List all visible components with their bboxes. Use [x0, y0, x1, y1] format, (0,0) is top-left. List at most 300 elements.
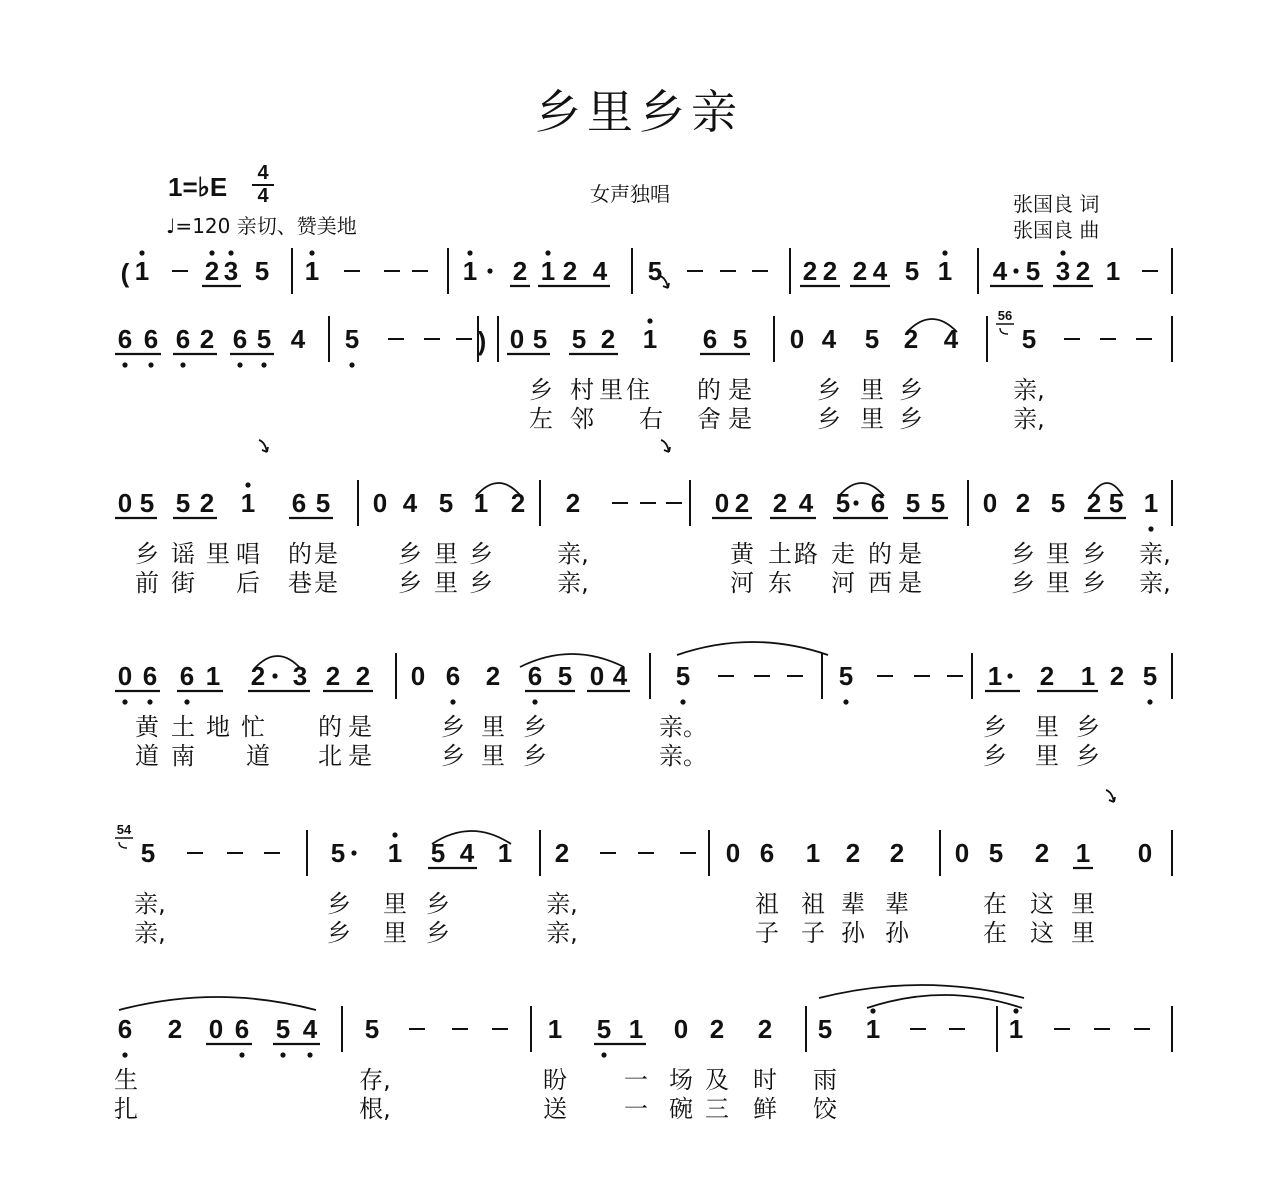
note-line3: 5	[930, 488, 946, 518]
lyric-verse1: 亲。	[659, 713, 707, 741]
lyric-verse1: 存,	[359, 1066, 391, 1094]
note-line1: 1	[540, 256, 556, 286]
lyric-verse2: 里	[481, 742, 505, 770]
low-octave-dot	[843, 699, 848, 704]
low-octave-dot	[450, 699, 455, 704]
low-octave-dot	[122, 1052, 127, 1057]
note-line5: 5	[140, 838, 156, 868]
lyric-verse1: 亲,	[1139, 540, 1171, 568]
high-octave-dot	[467, 250, 472, 255]
note-line3: 5	[438, 488, 454, 518]
note-line6: 5	[596, 1014, 612, 1044]
lyric-verse2: 里	[1071, 919, 1095, 947]
note-line5: 0	[954, 838, 970, 868]
lyric-verse1: 乡	[1082, 540, 1106, 568]
note-line3: 5	[1108, 488, 1124, 518]
lyric-verse2: 是	[314, 569, 338, 597]
note-line5: 1	[1075, 838, 1091, 868]
low-octave-dot	[1147, 699, 1152, 704]
note-line2: 6	[232, 324, 248, 354]
note-line1: 2	[1075, 256, 1091, 286]
lyric-verse2: 鲜	[753, 1095, 777, 1123]
grace-notes: 56	[997, 308, 1013, 323]
lyric-verse2: 南	[171, 742, 195, 770]
lyric-verse1: 黄	[135, 713, 159, 741]
note-line1: 2	[802, 256, 818, 286]
note-line5: 5	[430, 838, 446, 868]
slur-line6	[867, 995, 1022, 1008]
note-line6: 1	[865, 1014, 881, 1044]
note-line1: 1	[134, 256, 150, 286]
lyric-verse1: 乡	[441, 713, 465, 741]
note-line5: 1	[805, 838, 821, 868]
note-line4: 0	[410, 661, 426, 691]
note-line5: 0	[1137, 838, 1153, 868]
note-line2: 5	[864, 324, 880, 354]
note-line6: 5	[364, 1014, 380, 1044]
lyric-verse1: 里	[1035, 713, 1059, 741]
lyric-verse2: 亲,	[134, 919, 166, 947]
lyric-verse1: 里	[481, 713, 505, 741]
lyric-verse1: 时	[753, 1066, 777, 1094]
lyric-verse1: 在	[983, 890, 1007, 918]
lyric-verse1: 里	[206, 540, 230, 568]
note-line4: 0	[117, 661, 133, 691]
lyric-verse2: 一	[624, 1095, 648, 1123]
note-line6: 5	[275, 1014, 291, 1044]
lyric-verse1: 路	[794, 540, 818, 568]
note-line4: 3	[292, 661, 308, 691]
note-line2: 6	[143, 324, 159, 354]
lyric-verse2: 巷	[288, 569, 312, 597]
low-octave-dot	[601, 1052, 606, 1057]
note-line1: 1	[937, 256, 953, 286]
lyric-verse1: 乡	[817, 376, 841, 404]
lyric-verse1: 是	[348, 713, 372, 741]
note-line3: 6	[870, 488, 886, 518]
dot-line1	[1013, 268, 1018, 273]
dot-line5	[351, 850, 356, 855]
lyric-verse1: 亲,	[1013, 376, 1045, 404]
meter-denominator: 4	[257, 185, 269, 207]
note-line3: 5	[835, 488, 851, 518]
lyric-verse2: 里	[1035, 742, 1059, 770]
lyric-verse2: 乡	[523, 742, 547, 770]
lyric-verse1: 盼	[543, 1066, 567, 1094]
note-line1: 5	[254, 256, 270, 286]
lyric-verse2: 道	[135, 742, 159, 770]
note-line5: 5	[330, 838, 346, 868]
lyric-verse1: 土	[171, 713, 195, 741]
lyric-verse2: 亲,	[557, 569, 589, 597]
note-line6: 2	[757, 1014, 773, 1044]
lyric-verse1: 乡	[529, 376, 553, 404]
note-line5: 6	[759, 838, 775, 868]
note-line2: 4	[290, 324, 306, 354]
lyric-verse2: 右	[639, 405, 663, 433]
note-line3: 1	[1143, 488, 1159, 518]
low-octave-dot	[307, 1052, 312, 1057]
glide-arrow	[661, 440, 670, 452]
note-line6: 0	[673, 1014, 689, 1044]
lyric-verse1: 乡	[1011, 540, 1035, 568]
lyric-verse2: 乡	[327, 919, 351, 947]
note-line2: 5	[256, 324, 272, 354]
bracket-line1: (	[120, 258, 130, 288]
high-octave-dot	[942, 250, 947, 255]
note-line4: 1	[205, 661, 221, 691]
lyric-verse2: 里	[860, 405, 884, 433]
lyric-verse1: 忙	[241, 713, 265, 741]
lyric-verse1: 乡	[327, 890, 351, 918]
note-line4: 1	[987, 661, 1003, 691]
lyric-verse1: 及	[705, 1066, 729, 1094]
note-line6: 1	[628, 1014, 644, 1044]
lyric-verse1: 的	[697, 376, 721, 404]
lyric-verse1: 场	[669, 1066, 693, 1094]
note-line2: 5	[732, 324, 748, 354]
note-line1: 2	[562, 256, 578, 286]
lyric-verse1: 走	[831, 540, 855, 568]
note-line2: 5	[1021, 324, 1037, 354]
lyric-verse1: 乡	[523, 713, 547, 741]
note-line2: 0	[789, 324, 805, 354]
lyric-verse1: 乡	[899, 376, 923, 404]
lyric-verse2: 子	[755, 919, 779, 947]
lyric-verse2: 亲。	[659, 742, 707, 770]
lyric-verse1: 是	[728, 376, 752, 404]
note-line4: 6	[142, 661, 158, 691]
lyric-verse2: 子	[801, 919, 825, 947]
note-line6: 2	[709, 1014, 725, 1044]
bracket-line2: )	[477, 326, 487, 356]
note-line1: 4	[872, 256, 888, 286]
note-line3: 4	[798, 488, 814, 518]
note-line1: 5	[647, 256, 663, 286]
lyric-verse1: 黄	[730, 540, 754, 568]
note-line4: 5	[1142, 661, 1158, 691]
lyric-verse1: 地	[206, 713, 230, 741]
slur-line6	[119, 997, 316, 1010]
lyric-verse2: 亲,	[1013, 405, 1045, 433]
lyric-verse2: 是	[728, 405, 752, 433]
note-line4: 5	[557, 661, 573, 691]
note-line6: 1	[1008, 1014, 1024, 1044]
grace-notes: 54	[116, 822, 132, 837]
note-line4: 0	[589, 661, 605, 691]
note-line5: 4	[459, 838, 475, 868]
low-octave-dot	[261, 362, 266, 367]
note-line1: 2	[512, 256, 528, 286]
high-octave-dot	[245, 482, 250, 487]
meter-numerator: 4	[257, 162, 269, 184]
note-line3: 4	[402, 488, 418, 518]
lyric-verse2: 三	[705, 1095, 729, 1123]
composer-credit: 张国良 曲	[1013, 218, 1100, 242]
note-line4: 2	[485, 661, 501, 691]
note-line3: 2	[510, 488, 526, 518]
lyric-verse1: 里	[383, 890, 407, 918]
high-octave-dot	[309, 250, 314, 255]
lyric-verse1: 祖	[801, 890, 825, 918]
note-line6: 6	[117, 1014, 133, 1044]
lyric-verse2: 碗	[669, 1095, 693, 1123]
glide-arrow	[1106, 790, 1115, 802]
note-line2: 5	[344, 324, 360, 354]
note-line2: 0	[509, 324, 525, 354]
note-line5: 2	[554, 838, 570, 868]
note-line3: 2	[772, 488, 788, 518]
lyric-verse2: 后	[236, 569, 260, 597]
note-line1: 1	[462, 256, 478, 286]
lyric-verse1: 一	[624, 1066, 648, 1094]
note-line4: 2	[1109, 661, 1125, 691]
lyric-verse1: 里	[1071, 890, 1095, 918]
lyric-verse2: 乡	[1082, 569, 1106, 597]
note-line2: 2	[903, 324, 919, 354]
note-line1: 2	[822, 256, 838, 286]
lyric-verse1: 是	[314, 540, 338, 568]
note-line2: 6	[175, 324, 191, 354]
high-octave-dot	[1060, 250, 1065, 255]
note-line6: 0	[208, 1014, 224, 1044]
note-line1: 5	[1025, 256, 1041, 286]
note-line5: 5	[988, 838, 1004, 868]
lyric-verse1: 里	[1046, 540, 1070, 568]
lyric-verse2: 舍	[697, 405, 721, 433]
lyric-verse1: 亲,	[134, 890, 166, 918]
note-line4: 2	[250, 661, 266, 691]
note-line3: 5	[905, 488, 921, 518]
lyric-verse2: 乡	[817, 405, 841, 433]
lyric-verse1: 辈	[841, 890, 865, 918]
high-octave-dot	[139, 250, 144, 255]
lyric-verse2: 在	[983, 919, 1007, 947]
note-line3: 0	[982, 488, 998, 518]
lyric-verse2: 乡	[1076, 742, 1100, 770]
note-line2: 1	[642, 324, 658, 354]
lyric-verse2: 河	[730, 569, 754, 597]
note-line2: 6	[702, 324, 718, 354]
note-line5: 1	[387, 838, 403, 868]
lyric-verse1: 雨	[813, 1066, 837, 1094]
note-line6: 2	[167, 1014, 183, 1044]
note-line3: 5	[175, 488, 191, 518]
lyric-verse2: 前	[135, 569, 159, 597]
tempo-marking: ♩=120 亲切、赞美地	[166, 214, 357, 238]
note-line1: 3	[223, 256, 239, 286]
lyric-verse1: 是	[898, 540, 922, 568]
lyric-verse2: 河	[831, 569, 855, 597]
lyric-verse1: 村	[570, 376, 594, 404]
high-octave-dot	[870, 1008, 875, 1013]
note-line3: 0	[372, 488, 388, 518]
note-line1: 2	[852, 256, 868, 286]
note-line2: 4	[821, 324, 837, 354]
note-line4: 2	[355, 661, 371, 691]
slur-line4	[677, 642, 828, 655]
performance-note: 女声独唱	[590, 182, 670, 206]
note-line4: 6	[527, 661, 543, 691]
note-line3: 5	[315, 488, 331, 518]
lyric-verse1: 谣	[171, 540, 195, 568]
note-line4: 2	[1039, 661, 1055, 691]
high-octave-dot	[647, 318, 652, 323]
lyric-verse2: 乡	[426, 919, 450, 947]
note-line6: 5	[817, 1014, 833, 1044]
lyric-verse2: 是	[898, 569, 922, 597]
note-line5: 2	[1034, 838, 1050, 868]
lyric-verse1: 辈	[885, 890, 909, 918]
lyric-verse2: 扎	[114, 1095, 138, 1123]
note-line3: 2	[734, 488, 750, 518]
lyric-verse2: 是	[348, 742, 372, 770]
low-octave-dot	[237, 362, 242, 367]
low-octave-dot	[122, 699, 127, 704]
note-line3: 2	[199, 488, 215, 518]
note-line5: 2	[845, 838, 861, 868]
note-line3: 2	[1015, 488, 1031, 518]
note-line4: 1	[1080, 661, 1096, 691]
grace-slur	[119, 842, 127, 848]
note-line1: 5	[904, 256, 920, 286]
note-line4: 6	[445, 661, 461, 691]
lyric-verse2: 左	[529, 405, 553, 433]
note-line3: 6	[291, 488, 307, 518]
low-octave-dot	[148, 362, 153, 367]
low-octave-dot	[239, 1052, 244, 1057]
note-line2: 2	[600, 324, 616, 354]
lyric-verse2: 根,	[359, 1095, 391, 1123]
note-line1: 4	[992, 256, 1008, 286]
low-octave-dot	[1148, 526, 1153, 531]
lyric-verse1: 祖	[755, 890, 779, 918]
lyric-verse1: 乡	[426, 890, 450, 918]
lyric-verse1: 乡	[983, 713, 1007, 741]
lyric-verse1: 的	[318, 713, 342, 741]
note-line1: 1	[304, 256, 320, 286]
lyric-verse1: 乡	[469, 540, 493, 568]
lyric-verse2: 道	[246, 742, 270, 770]
dot-line4	[1007, 673, 1012, 678]
note-line5: 2	[889, 838, 905, 868]
high-octave-dot	[209, 250, 214, 255]
lyric-verse2: 乡	[1011, 569, 1035, 597]
lyric-verse1: 乡	[1076, 713, 1100, 741]
low-octave-dot	[680, 699, 685, 704]
lyric-verse1: 乡	[135, 540, 159, 568]
dot-line4	[272, 673, 277, 678]
note-line6: 4	[302, 1014, 318, 1044]
lyric-verse1: 的	[288, 540, 312, 568]
dot-line1	[487, 268, 492, 273]
note-line4: 5	[838, 661, 854, 691]
low-octave-dot	[532, 699, 537, 704]
note-line5: 0	[725, 838, 741, 868]
note-line5: 1	[497, 838, 513, 868]
lyric-verse1: 乡	[398, 540, 422, 568]
note-line3: 0	[714, 488, 730, 518]
note-line1: 1	[1105, 256, 1121, 286]
lyric-verse2: 街	[171, 569, 195, 597]
lyricist-credit: 张国良 词	[1013, 192, 1100, 216]
note-line2: 6	[117, 324, 133, 354]
note-line1: 3	[1055, 256, 1071, 286]
low-octave-dot	[147, 699, 152, 704]
low-octave-dot	[349, 362, 354, 367]
note-line1: 4	[592, 256, 608, 286]
lyric-verse2: 东	[768, 569, 792, 597]
key-signature: 1=♭E	[168, 172, 228, 202]
lyric-verse2: 这	[1030, 919, 1054, 947]
high-octave-dot	[545, 250, 550, 255]
lyric-verse1: 唱	[236, 540, 260, 568]
lyric-verse2: 乡	[983, 742, 1007, 770]
high-octave-dot	[1013, 1008, 1018, 1013]
glide-arrow	[259, 440, 268, 452]
lyric-verse1: 里	[860, 376, 884, 404]
note-line4: 6	[179, 661, 195, 691]
lyric-verse2: 亲,	[546, 919, 578, 947]
lyric-verse1: 里	[599, 376, 623, 404]
note-line3: 0	[117, 488, 133, 518]
lyric-verse2: 送	[543, 1095, 567, 1123]
note-line4: 2	[325, 661, 341, 691]
note-line3: 2	[565, 488, 581, 518]
lyric-verse1: 住	[626, 376, 650, 404]
lyric-verse2: 饺	[813, 1095, 837, 1123]
note-line4: 4	[612, 661, 628, 691]
lyric-verse2: 邻	[570, 405, 594, 433]
lyric-verse2: 里	[434, 569, 458, 597]
lyric-verse2: 孙	[885, 919, 909, 947]
lyric-verse2: 乡	[441, 742, 465, 770]
low-octave-dot	[180, 362, 185, 367]
low-octave-dot	[184, 699, 189, 704]
lyric-verse2: 里	[383, 919, 407, 947]
note-line2: 2	[199, 324, 215, 354]
lyric-verse2: 乡	[899, 405, 923, 433]
note-line3: 5	[139, 488, 155, 518]
lyric-verse2: 西	[868, 569, 892, 597]
note-line2: 5	[571, 324, 587, 354]
lyric-verse1: 土	[768, 540, 792, 568]
lyric-verse2: 亲,	[1139, 569, 1171, 597]
lyric-verse1: 亲,	[557, 540, 589, 568]
low-octave-dot	[122, 362, 127, 367]
low-octave-dot	[280, 1052, 285, 1057]
lyric-verse1: 亲,	[546, 890, 578, 918]
lyric-verse2: 乡	[398, 569, 422, 597]
note-line6: 1	[547, 1014, 563, 1044]
grace-slur	[1000, 328, 1008, 334]
lyric-verse1: 生	[114, 1066, 138, 1094]
note-line4: 5	[675, 661, 691, 691]
note-line3: 2	[1086, 488, 1102, 518]
song-title: 乡里乡亲	[535, 85, 743, 139]
note-line2: 4	[943, 324, 959, 354]
lyric-verse2: 里	[1046, 569, 1070, 597]
note-line6: 6	[234, 1014, 250, 1044]
high-octave-dot	[392, 832, 397, 837]
note-line1: 2	[204, 256, 220, 286]
dot-line3	[853, 500, 858, 505]
note-line3: 5	[1050, 488, 1066, 518]
lyric-verse2: 孙	[841, 919, 865, 947]
lyric-verse2: 北	[318, 742, 342, 770]
note-line3: 1	[240, 488, 256, 518]
lyric-verse1: 里	[434, 540, 458, 568]
